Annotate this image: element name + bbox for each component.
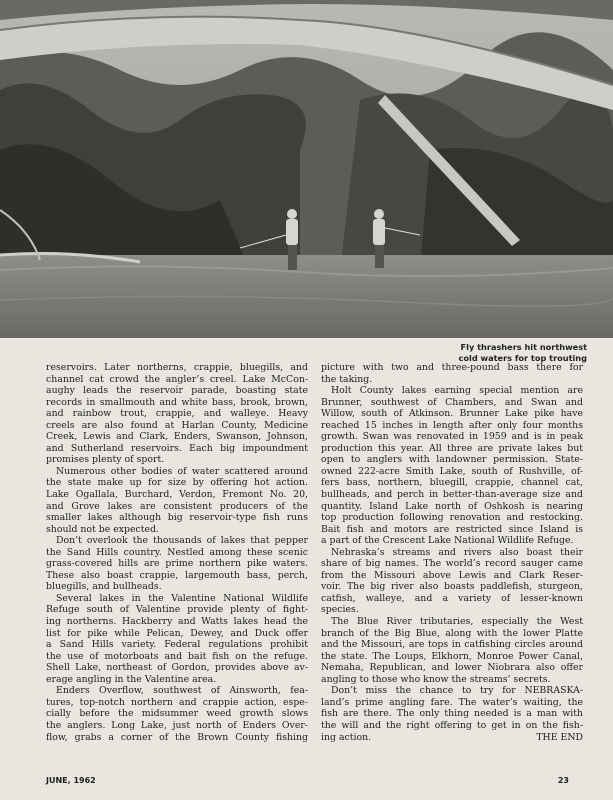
text-line: Don’t overlook the thousands of lakes that pepper [56,535,308,547]
text-line: land’s prime angling fare. The water’s waiting, the [321,696,583,708]
text-line: growth. Swan was renovated in 1959 and is in peak [321,431,583,443]
text-line: quantity. Island Lake north of Oshkosh is nearing [321,500,583,512]
text-line: tures, top-notch northern and crappie action, espe- [46,696,308,708]
text-line: grass-covered hills are prime northern pike waters. [46,558,308,570]
text-line: and rainbow trout, crappie, and walleye. Heavy [46,408,308,420]
right-column [321,362,583,743]
text-line: should not be expected. [46,523,160,535]
text-line: Don’t miss the chance to try for NEBRASKA- [331,685,583,697]
text-line: Shell Lake, northeast of Gordon, provides above av- [46,662,308,674]
text-line: Numerous other bodies of water scattered around [56,465,308,477]
text-line: Bait fish and motors are restricted since Island is [321,523,583,535]
text-line: records in smallmouth and white bass, brook, brown, [46,396,308,408]
text-line: aughy leads the reservoir parade, boasting state [46,385,308,397]
text-line: share of big names. The world’s record sauger came [321,558,583,570]
text-line: fish are there. The only thing needed is a man with [321,708,583,720]
closing-line [321,732,583,744]
text-line: production this year. All three are private lakes but [321,442,583,454]
the-end-mark: THE END [536,731,583,743]
text-line: The Blue River tributaries, especially the West [331,616,583,628]
text-line: reached 15 inches in length after only four months [321,419,583,431]
text-line: Nemaha, Republican, and lower Niobrara also offer [321,662,583,674]
text-line: Willow, south of Atkinson. Brunner Lake pike have [321,408,583,420]
text-line: list for pike while Pelican, Dewey, and Duck offer [46,627,308,639]
text-line: a part of the Crescent Lake National Wildlife Refuge. [321,535,574,547]
text-line: creels are also found at Harlan County, Medicine [46,419,308,431]
issue-date: JUNE, 1962 [46,776,96,785]
text-line: the will and the right offering to get in on the fish- [321,719,583,731]
text-line: and Grove lakes are consistent producers of the [46,500,308,512]
text-line: angling to those who know the streams’ secrets. [321,673,551,685]
text-line: cially before the midsummer weed growth slows [46,708,308,720]
text-line: reservoirs. Later northerns, crappie, bluegills, and [46,362,308,373]
text-line: and the Missouri, are tops in catfishing circles around [321,639,583,651]
text-line: a Sand Hills variety. Federal regulations prohibit [46,639,308,651]
text-line: Creek, Lewis and Clark, Enders, Swanson, Johnson, [46,431,308,443]
text-line: the Sand Hills country. Nestled among these scenic [46,546,308,558]
text-line: Refuge south of Valentine provide plenty of fight- [46,604,308,616]
text-line: channel cat crowd the angler’s creel. Lake McCon- [46,373,308,385]
left-column [46,362,308,743]
caption-line: Fly thrashers hit northwest [460,342,587,352]
text-line: erage angling in the Valentine area. [46,673,217,685]
text-line: the use of motorboats and bait fish on the refuge. [46,650,308,662]
photo-illustration [0,0,613,338]
caption-line: cold waters for top trouting [458,352,587,363]
text-line: and Sutherland reservoirs. Each big impoundment [46,442,308,454]
text-line: species. [321,604,359,616]
text-line: the state make up for size by offering hot action. [46,477,308,489]
text-line: the state. The Loups, Elkhorn, Monroe Power Canal, [321,650,583,662]
text-line: picture with two and three-pound bass there for [321,362,583,373]
text-line: from the Missouri above Lewis and Clark Reser- [321,569,583,581]
text-line: Nebraska’s streams and rivers also boast their [331,546,583,558]
text-line: top production following renovation and restocking. [321,512,583,524]
text-line: owned 222-acre Smith Lake, south of Rushville, of- [321,465,583,477]
text-line: Enders Overflow, southwest of Ainsworth, fea- [56,685,308,697]
text-line: Lake Ogallala, Burchard, Verdon, Fremont No. 20, [46,489,308,501]
text-line: bluegills, and bullheads. [46,581,162,593]
text-line: catfish, walleye, and a variety of lesser-known [321,592,583,604]
text-line: ing northerns. Hackberry and Watts lakes head the [46,616,308,628]
text-line: the taking. [321,373,373,385]
text-line: smaller lakes although big reservoir-type fish runs [46,512,308,524]
text-line: bullheads, and perch in better-than-average size and [321,489,583,501]
text-line: Brunner, southwest of Chambers, and Swan and [321,396,583,408]
text-line: Several lakes in the Valentine National Wildlife [56,592,308,604]
text-line: fers bass, northern, bluegill, crappie, channel cat, [321,477,583,489]
text-line: flow, grabs a corner of the Brown County fishing [46,731,308,743]
text-line: branch of the Big Blue, along with the lower Platte [321,627,583,639]
photo-caption [357,342,587,363]
text-line: the anglers. Long Lake, just north of Enders Over- [46,719,308,731]
text-line: Holt County lakes earning special mention are [331,385,583,397]
page-number: 23 [557,776,569,785]
text-line: ing action. [321,731,372,743]
text-line: voir. The big river also boasts paddlefish, sturgeon, [321,581,583,593]
text-line: promises plenty of sport. [46,454,165,466]
photo-fly-fishing [0,0,613,338]
text-line: open to anglers with landowner permission. State- [321,454,583,466]
text-line: These also boast crappie, largemouth bass, perch, [46,569,308,581]
